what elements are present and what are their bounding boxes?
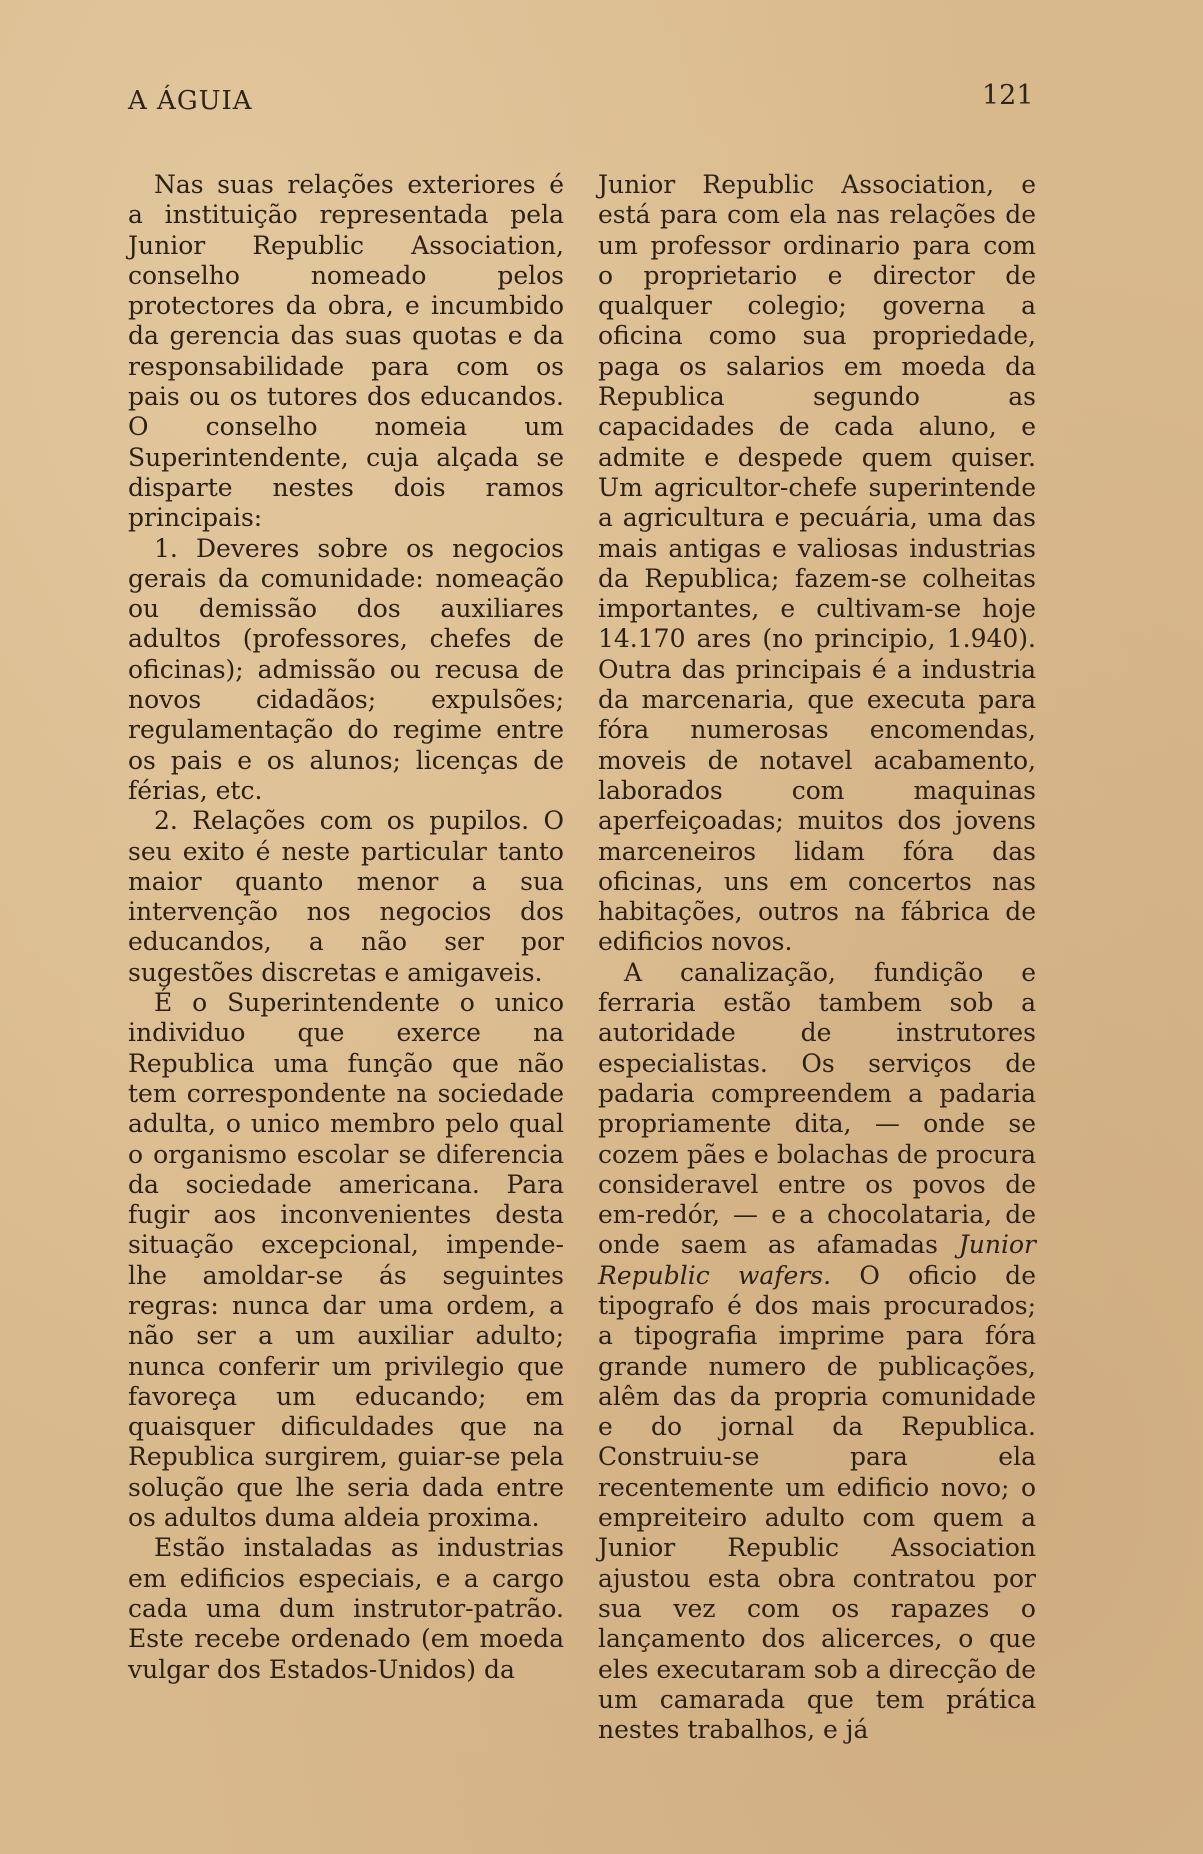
paragraph: É o Superintendente o unico individuo que exerce na Republica uma função que não tem correspondente na sociedade adulta, o unico membro pelo qual o organismo escolar se diferencia da sociedade americana. Para fugir aos inconvenientes desta situação excepcional, impende-lhe amoldar-se ás seguintes regras: nunca dar uma ordem, a não ser a um auxiliar adulto; nunca conferir um privilegio que favoreça um educando; em quaisquer dificuldades que na Republica surgirem, guiar-se pela solução que lhe seria dada entre os adultos duma aldeia proxima.: [128, 988, 564, 1533]
left-column: [128, 170, 564, 1685]
running-head: A ÁGUIA: [128, 86, 253, 116]
page-number: 121: [982, 80, 1034, 111]
right-column: [598, 170, 1036, 1745]
paragraph-text: A canalização, fundição e ferraria estão tambem sob a autoridade de instrutores especialistas. Os serviços de padaria compreendem a padaria propriamente dita, — onde se cozem pães e bolachas de procura consideravel entre os povos de em-redór, — e a chocolataria, de onde saem as afamadas: [598, 957, 1036, 1260]
paragraph: 2. Relações com os pupilos. O seu exito é neste particular tanto maior quanto menor a sua intervenção nos negocios dos educandos, a não ser por sugestões discretas e amigaveis.: [128, 806, 564, 987]
paragraph-text: O oficio de tipografo é dos mais procurados; a tipografia imprime para fóra grande numero de publicações, alêm das da propria comunidade e do jornal da Republica. Construiu-se para ela recentemente um edificio novo; o empreiteiro adulto com quem a Junior Republic Association ajustou esta obra contratou por sua vez com os rapazes o lançamento dos alicerces, o que eles executaram sob a direcção de um camarada que tem prática nestes trabalhos, e já: [598, 1260, 1036, 1745]
paragraph: [598, 958, 1036, 1746]
paragraph: Nas suas relações exteriores é a instituição representada pela Junior Republic Association, conselho nomeado pelos protectores da obra, e incumbido da gerencia das suas quotas e da responsabilidade para com os pais ou os tutores dos educandos. O conselho nomeia um Superintendente, cuja alçada se disparte nestes dois ramos principais:: [128, 170, 564, 533]
paragraph: 1. Deveres sobre os negocios gerais da comunidade: nomeação ou demissão dos auxiliares adultos (professores, chefes de oficinas); admissão ou recusa de novos cidadãos; expulsões; regulamentação do regime entre os pais e os alunos; licenças de férias, etc.: [128, 533, 564, 805]
paragraph: Estão instaladas as industrias em edificios especiais, e a cargo cada uma dum instrutor-patrão. Este recebe ordenado (em moeda vulgar dos Estados-Unidos) da: [128, 1533, 564, 1684]
paragraph: Junior Republic Association, e está para com ela nas relações de um professor ordinario para com o proprietario e director de qualquer colegio; governa a oficina como sua propriedade, paga os salarios em moeda da Republica segundo as capacidades de cada aluno, e admite e despede quem quiser. Um agricultor-chefe superintende a agricultura e pecuária, uma das mais antigas e valiosas industrias da Republica; fazem-se colheitas importantes, e cultivam-se hoje 14.170 ares (no principio, 1.940). Outra das principais é a industria da marcenaria, que executa para fóra numerosas encomendas, moveis de notavel acabamento, laborados com maquinas aperfeiçoadas; muitos dos jovens marceneiros lidam fóra das oficinas, uns em concertos nas habitações, outros na fábrica de edificios novos.: [598, 170, 1036, 957]
italic-product-name: Junior Republic wafers.: [598, 1230, 1036, 1290]
